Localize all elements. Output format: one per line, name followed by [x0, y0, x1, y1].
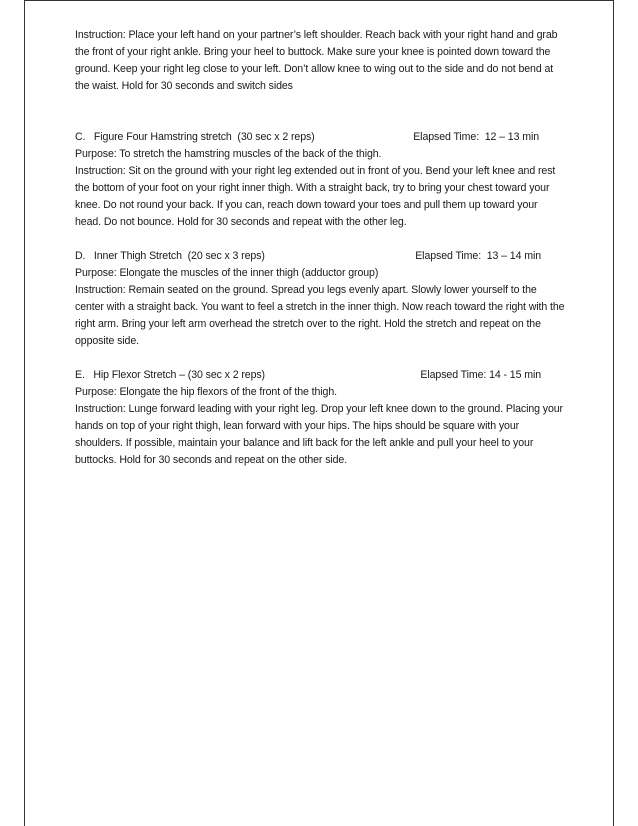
section-e: [75, 367, 565, 469]
section-heading-row: [75, 367, 565, 384]
section-title: C. Figure Four Hamstring stretch (30 sec x 2 reps): [75, 131, 315, 143]
section-purpose: Purpose: Elongate the hip flexors of the front of the thigh.: [75, 386, 337, 398]
section-heading-row: [75, 129, 565, 146]
spacer: [75, 350, 565, 367]
section-instruction: Instruction: Sit on the ground with your right leg extended out in front of you. Bend your left knee and rest the bottom of your foot on your right inner thigh. With a straight back, try to bring your chest toward your knee. Do not round your back. If you can, reach down toward your toes and pull them up toward your head. Do not bounce. Hold for 30 seconds and repeat with the other leg.: [75, 165, 556, 228]
section-title: E. Hip Flexor Stretch – (30 sec x 2 reps): [75, 369, 265, 381]
section-d: [75, 248, 565, 350]
section-title: D. Inner Thigh Stretch (20 sec x 3 reps): [75, 250, 265, 262]
elapsed-time: Elapsed Time: 14 - 15 min: [420, 369, 541, 381]
elapsed-time: Elapsed Time: 13 – 14 min: [415, 250, 541, 262]
page-border-right: [613, 0, 614, 826]
section-heading-row: [75, 248, 565, 265]
section-instruction: Instruction: Lunge forward leading with your right leg. Drop your left knee down to the ground. Placing your hands on top of your right thigh, lean forward with your hips. The hips should be square with your shoulders. If possible, maintain your balance and lift back for the left ankle and pull your heel to your buttocks. Hold for 30 seconds and repeat on the other side.: [75, 403, 563, 466]
section-purpose: Purpose: Elongate the muscles of the inner thigh (adductor group): [75, 267, 379, 279]
elapsed-time: Elapsed Time: 12 – 13 min: [413, 131, 539, 143]
page-border-top: [24, 0, 614, 1]
document-body: [75, 27, 565, 469]
section-purpose: Purpose: To stretch the hamstring muscles of the back of the thigh.: [75, 148, 382, 160]
page-border-left: [24, 0, 25, 826]
intro-instruction: Instruction: Place your left hand on your partner’s left shoulder. Reach back with your right hand and grab the front of your right ankle. Bring your heel to buttock. Make sure your knee is pointed down toward the ground. Keep your right leg close to your left. Don’t allow knee to wing out to the side and do not bend at the waist. Hold for 30 seconds and switch sides: [75, 29, 558, 92]
spacer: [75, 231, 565, 248]
spacer: [75, 95, 565, 129]
section-c: [75, 129, 565, 231]
section-instruction: Instruction: Remain seated on the ground. Spread you legs evenly apart. Slowly lower yourself to the center with a straight back. You want to feel a stretch in the inner thigh. Now reach toward the right with the right arm. Bring your left arm overhead the stretch over to the right. Hold the stretch and repeat on the opposite side.: [75, 284, 565, 347]
